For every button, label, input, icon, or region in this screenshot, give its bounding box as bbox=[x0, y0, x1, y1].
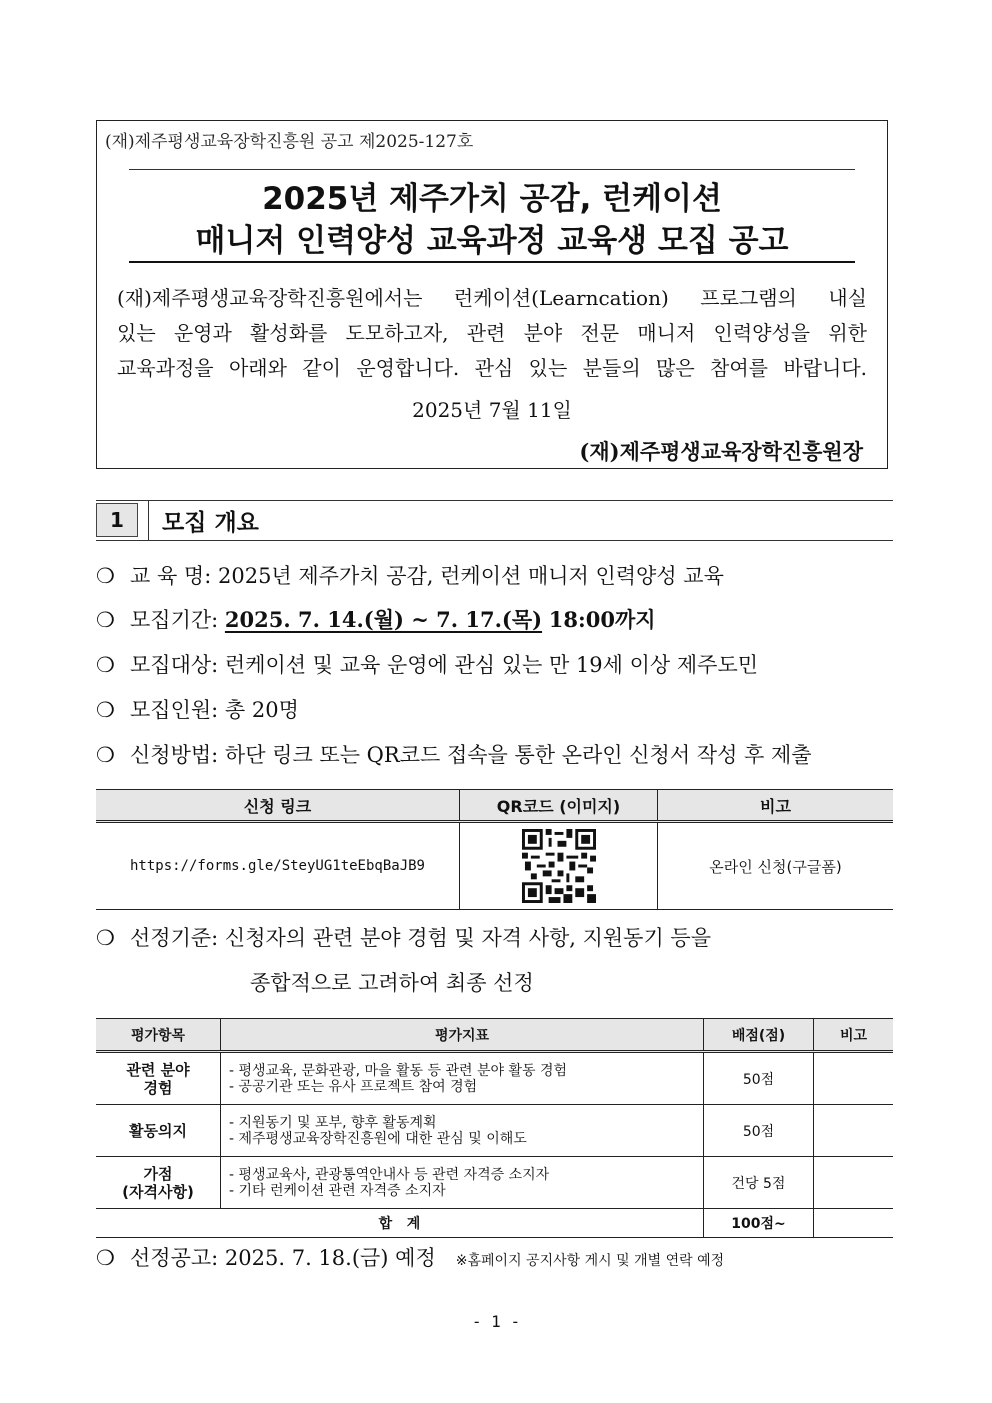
column-header: 신청 링크 bbox=[96, 790, 460, 822]
bullet-period bbox=[96, 604, 656, 634]
notice-date: 2025년 7월 11일 bbox=[412, 398, 572, 422]
table-sum-row bbox=[96, 1209, 893, 1238]
page-number: - 1 - bbox=[471, 1312, 521, 1331]
apply-table bbox=[96, 789, 893, 910]
bullet-count bbox=[96, 694, 299, 724]
bullet-mark: ❍ bbox=[96, 608, 115, 632]
table-row bbox=[96, 822, 893, 910]
intro-line: 교육과정을 아래와 같이 운영합니다. 관심 있는 분들의 많은 참여를 바랍니다. bbox=[117, 356, 867, 380]
bullet-value: 신청자의 관련 분야 경험 및 자격 사항, 지원동기 등을 bbox=[224, 926, 712, 950]
bullet-value: 런케이션 및 교육 운영에 관심 있는 만 19세 이상 제주도민 bbox=[224, 653, 759, 677]
bullet-value: 2025년 제주가치 공감, 런케이션 매니저 인력양성 교육 bbox=[217, 564, 724, 588]
eval-indicators bbox=[221, 1052, 704, 1105]
indicator-line: - 공공기관 또는 유사 프로젝트 참여 경험 bbox=[229, 1078, 478, 1095]
criteria-continuation: 종합적으로 고려하여 최종 선정 bbox=[250, 971, 534, 995]
eval-score: 50점 bbox=[704, 1052, 814, 1105]
eval-score: 건당 5점 bbox=[704, 1157, 814, 1209]
notice-header-box bbox=[96, 120, 888, 469]
eval-note bbox=[814, 1157, 894, 1209]
qr-code-icon[interactable] bbox=[522, 829, 596, 903]
apply-link[interactable]: https://forms.gle/SteyUG1teEbqBaJB9 bbox=[96, 822, 460, 910]
indicator-line: - 평생교육사, 관광통역안내사 등 관련 자격증 소지자 bbox=[229, 1166, 550, 1183]
bullet-course bbox=[96, 560, 724, 590]
bullet-mark: ❍ bbox=[96, 698, 115, 722]
eval-category: 관련 분야 경험 bbox=[96, 1052, 221, 1105]
column-header: 평가지표 bbox=[221, 1019, 704, 1052]
period-deadline: 18:00까지 bbox=[548, 607, 656, 632]
bullet-label: 모집기간: bbox=[130, 608, 219, 632]
qr-cell bbox=[460, 822, 658, 910]
table-row bbox=[96, 1157, 893, 1209]
bullet-label: 선정기준: bbox=[130, 926, 219, 950]
bullet-label: 신청방법: bbox=[130, 743, 219, 767]
sum-label: 합 계 bbox=[96, 1209, 704, 1238]
apply-note: 온라인 신청(구글폼) bbox=[658, 822, 894, 910]
notice-number: (재)제주평생교육장학진흥원 공고 제2025-127호 bbox=[105, 132, 474, 152]
column-header: 비고 bbox=[814, 1019, 894, 1052]
intro-paragraph bbox=[117, 281, 867, 386]
bullet-label: 선정공고: bbox=[130, 1246, 219, 1270]
indicator-line: - 지원동기 및 포부, 향후 활동계획 bbox=[229, 1114, 437, 1131]
announce-note: ※홈페이지 공지사항 게시 및 개별 연락 예정 bbox=[455, 1253, 725, 1269]
column-header: 배점(점) bbox=[704, 1019, 814, 1052]
period-dates: 2025. 7. 14.(월) ~ 7. 17.(목) bbox=[224, 607, 543, 632]
indicator-line: - 제주평생교육장학진흥원에 대한 관심 및 이해도 bbox=[229, 1130, 527, 1147]
bullet-label: 모집대상: bbox=[130, 653, 219, 677]
sum-note bbox=[814, 1209, 894, 1238]
eval-note bbox=[814, 1052, 894, 1105]
eval-category: 가점 (자격사항) bbox=[96, 1157, 221, 1209]
section-divider bbox=[148, 500, 149, 540]
signer: (재)제주평생교육장학진흥원장 bbox=[579, 439, 863, 464]
eval-indicators bbox=[221, 1157, 704, 1209]
bullet-value: 총 20명 bbox=[224, 698, 299, 722]
title-line-2: 매니저 인력양성 교육과정 교육생 모집 공고 bbox=[195, 223, 789, 259]
bullet-announce bbox=[96, 1242, 724, 1272]
bullet-mark: ❍ bbox=[96, 743, 115, 767]
bullet-label: 모집인원: bbox=[130, 698, 219, 722]
sum-score: 100점~ bbox=[704, 1209, 814, 1238]
bullet-mark: ❍ bbox=[96, 564, 115, 588]
table-header-row bbox=[96, 790, 893, 822]
bullet-target bbox=[96, 649, 758, 679]
bullet-value: 하단 링크 또는 QR코드 접속을 통한 온라인 신청서 작성 후 제출 bbox=[224, 743, 812, 767]
column-header: 비고 bbox=[658, 790, 894, 822]
bullet-mark: ❍ bbox=[96, 1246, 115, 1270]
bullet-criteria bbox=[96, 922, 711, 952]
bullet-method bbox=[96, 739, 812, 769]
bullet-mark: ❍ bbox=[96, 926, 115, 950]
indicator-line: - 기타 런케이션 관련 자격증 소지자 bbox=[229, 1182, 446, 1199]
intro-line: (재)제주평생교육장학진흥원에서는 런케이션(Learncation) 프로그램의 내실 bbox=[117, 286, 867, 310]
title-underline bbox=[129, 261, 855, 263]
section-number: 1 bbox=[96, 503, 138, 537]
title-line-1: 2025년 제주가치 공감, 런케이션 bbox=[262, 181, 722, 217]
indicator-line: - 평생교육, 문화관광, 마을 활동 등 관련 분야 활동 경험 bbox=[229, 1062, 568, 1079]
section-title: 모집 개요 bbox=[162, 510, 259, 536]
section-bottom-line bbox=[96, 540, 893, 541]
column-header: 평가항목 bbox=[96, 1019, 221, 1052]
eval-score: 50점 bbox=[704, 1105, 814, 1157]
eval-note bbox=[814, 1105, 894, 1157]
section-top-line bbox=[96, 500, 893, 501]
divider bbox=[129, 169, 855, 170]
evaluation-table bbox=[96, 1018, 893, 1238]
table-row bbox=[96, 1052, 893, 1105]
bullet-value: 2025. 7. 18.(금) 예정 bbox=[224, 1246, 436, 1270]
bullet-label: 교 육 명: bbox=[130, 564, 212, 588]
table-row bbox=[96, 1105, 893, 1157]
eval-category: 활동의지 bbox=[96, 1105, 221, 1157]
table-header-row bbox=[96, 1019, 893, 1052]
bullet-mark: ❍ bbox=[96, 653, 115, 677]
eval-indicators bbox=[221, 1105, 704, 1157]
column-header: QR코드 (이미지) bbox=[460, 790, 658, 822]
intro-line: 있는 운영과 활성화를 도모하고자, 관련 분야 전문 매니저 인력양성을 위한 bbox=[117, 321, 867, 345]
